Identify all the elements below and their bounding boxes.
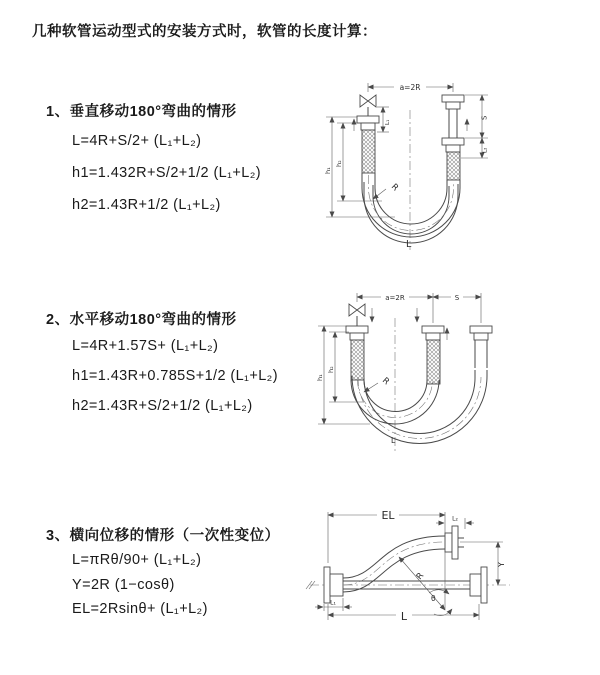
section-3-formula-el: EL=2Rsinθ+ (L₁+L₂): [72, 601, 208, 617]
dim-l1-label: L₁: [330, 599, 336, 607]
section-3-formula-y: Y=2R (1−cosθ): [72, 577, 175, 593]
dim-l1-label: L₁: [385, 119, 391, 125]
dim-h2-label: h₂: [327, 366, 335, 373]
dim-h1-label: h₁: [316, 374, 324, 381]
hose-u-bend: [362, 173, 460, 243]
dim-a2r-label: a=2R: [399, 82, 421, 92]
diagram-lateral-displacement: [295, 500, 565, 650]
diagram-vertical-180-bend: [310, 70, 530, 260]
dim-l-label: L: [400, 610, 408, 623]
section-2-formula-h2: h2=1.43R+S/2+1/2 (L₁+L₂): [72, 398, 253, 414]
s-curve-hose: [343, 536, 445, 592]
radius-leader: [373, 182, 400, 199]
radius-leader: [399, 557, 445, 610]
section-1-heading: 1、垂直移动180°弯曲的情形: [46, 104, 237, 120]
section-1-formula-h1: h1=1.432R+S/2+1/2 (L₁+L₂): [72, 165, 262, 181]
angle-theta: [429, 590, 452, 616]
dim-a2r-label: a=2R: [385, 293, 405, 302]
section-2-formula-h1: h1=1.43R+0.785S+1/2 (L₁+L₂): [72, 368, 278, 384]
dim-l2-label: L₂: [482, 147, 489, 153]
dim-h2-label: h₂: [335, 160, 343, 167]
dimension-el: [328, 509, 445, 610]
length-label: L: [391, 436, 396, 445]
dimension-a2r: [368, 83, 453, 92]
theta-label: θ: [431, 594, 436, 603]
radius-label: R: [388, 182, 401, 194]
right-leg-assembly: [442, 95, 464, 180]
section-1-formula-l: L=4R+S/2+ (L₁+L₂): [72, 133, 202, 149]
middle-leg-assembly: [422, 326, 444, 384]
dimension-l1: [315, 598, 352, 611]
valve-icon: [360, 95, 376, 116]
left-leg-assembly: [357, 116, 379, 173]
diagram-horizontal-180-bend: [308, 280, 545, 465]
section-2-formula-l: L=4R+1.57S+ (L₁+L₂): [72, 338, 219, 354]
section-1-formula-h2: h2=1.43R+1/2 (L₁+L₂): [72, 197, 221, 213]
radius-label: R: [414, 570, 427, 582]
right-flange: [470, 567, 487, 603]
dim-s-label: S: [454, 293, 460, 302]
page-title: 几种软管运动型式的安装方式时，软管的长度计算：: [32, 24, 377, 40]
radius-leader: [364, 376, 391, 392]
dimension-l2: [482, 138, 489, 158]
hose-u-bends: [351, 370, 487, 444]
length-label: L: [406, 239, 412, 250]
dim-l2-label: L₂: [452, 515, 458, 523]
left-flange: [324, 567, 343, 603]
dim-el-label: EL: [381, 509, 395, 522]
radius-label: R: [379, 375, 392, 388]
valve-icon: [349, 304, 365, 326]
raised-flange: [445, 526, 464, 559]
section-3-heading: 3、横向位移的情形（一次性变位）: [46, 528, 280, 544]
dimension-s: [433, 293, 481, 302]
dim-s-label: S: [480, 115, 489, 120]
section-2-heading: 2、水平移动180°弯曲的情形: [46, 312, 237, 328]
section-3-formula-l: L=πRθ/90+ (L₁+L₂): [72, 552, 202, 568]
left-leg-assembly: [346, 326, 368, 380]
dim-h1-label: h₁: [324, 167, 332, 174]
moved-leg-assembly: [470, 326, 492, 368]
dim-y-label: Y: [497, 562, 506, 567]
